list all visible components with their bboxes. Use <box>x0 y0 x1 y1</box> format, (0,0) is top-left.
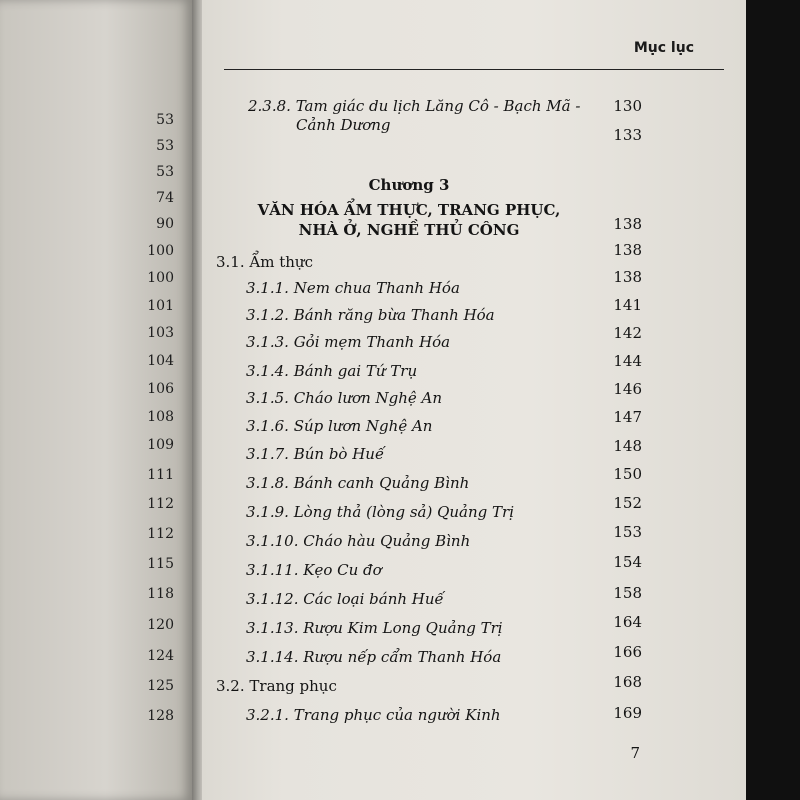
toc-entry-page: 150 <box>613 465 642 483</box>
toc-entry-label: 3.1.4. Bánh gai Tứ Trụ <box>246 362 418 380</box>
toc-entry-page: 164 <box>613 613 642 631</box>
toc-entry-label: 3.1.9. Lòng thả (lòng sả) Quảng Trị <box>246 503 515 521</box>
left-page-number: 128 <box>147 708 174 724</box>
left-page-number: 108 <box>147 409 174 425</box>
left-page-number: 53 <box>156 164 174 180</box>
toc-entry-page: 133 <box>613 126 642 144</box>
chapter-title-line1: VĂN HÓA ẨM THỰC, TRANG PHỤC, <box>257 201 561 219</box>
toc-entry-page: 138 <box>613 241 642 259</box>
left-page-number: 125 <box>147 678 174 694</box>
toc-entry-page: 147 <box>613 408 642 426</box>
toc-entry-page: 148 <box>613 437 642 455</box>
chapter-page: 138 <box>613 215 642 233</box>
toc-entry <box>202 561 746 585</box>
chapter-title-line2: NHÀ Ở, NGHỀ THỦ CÔNG <box>298 221 520 239</box>
toc-entry-label: 3.1.5. Cháo lươn Nghệ An <box>246 389 443 407</box>
toc-entry-label: 3.2.1. Trang phục của người Kinh <box>246 706 501 724</box>
toc-entry-label: 3.1.8. Bánh canh Quảng Bình <box>246 474 470 492</box>
toc-entry-page: 168 <box>613 673 642 691</box>
toc-page <box>202 0 746 800</box>
toc-entry-page: 152 <box>613 494 642 512</box>
toc-entry-page: 166 <box>613 643 642 661</box>
left-page-number: 53 <box>156 112 174 128</box>
toc-entry-page: 146 <box>613 380 642 398</box>
toc-entry <box>202 677 746 701</box>
toc-entry-label: 3.1.11. Kẹo Cu đơ <box>246 561 382 579</box>
left-page-number: 90 <box>156 216 174 232</box>
toc-entry-page: 142 <box>613 324 642 342</box>
left-page-number: 112 <box>147 526 174 542</box>
left-page-number: 109 <box>147 437 174 453</box>
left-page-number: 103 <box>147 325 174 341</box>
toc-entry-label: 3.2. Trang phục <box>216 677 337 695</box>
toc-entry-page: 158 <box>613 584 642 602</box>
toc-entry <box>202 590 746 614</box>
toc-entry <box>202 648 746 672</box>
left-page-number: 118 <box>147 586 174 602</box>
toc-entry-label: 3.1.13. Rượu Kim Long Quảng Trị <box>246 619 503 637</box>
toc-entry-page: 153 <box>613 523 642 541</box>
left-page-number: 111 <box>147 467 174 483</box>
toc-entry-page: 144 <box>613 352 642 370</box>
toc-entry-label: 2.3.8. Tam giác du lịch Lăng Cô - Bạch Mã - <box>248 97 581 115</box>
toc-entry <box>202 706 746 730</box>
left-page-number: 104 <box>147 353 174 369</box>
left-page-number: 100 <box>147 243 174 259</box>
toc-entry-page: 141 <box>613 296 642 314</box>
header-rule <box>224 69 724 70</box>
toc-entry-page: 138 <box>613 268 642 286</box>
toc-entry-page: 130 <box>613 97 642 115</box>
left-page-number: 112 <box>147 496 174 512</box>
toc-entry-label: 3.1.12. Các loại bánh Huế <box>246 590 444 608</box>
toc-entry-label: 3.1.14. Rượu nếp cẩm Thanh Hóa <box>246 648 502 666</box>
left-page <box>0 0 192 800</box>
left-page-number: 100 <box>147 270 174 286</box>
toc-entry-page: 154 <box>613 553 642 571</box>
toc-entry-label: 3.1.7. Bún bò Huế <box>246 445 385 463</box>
toc-entry-label: 3.1.1. Nem chua Thanh Hóa <box>246 279 460 297</box>
toc-entry-label: 3.1.10. Cháo hàu Quảng Bình <box>246 532 471 550</box>
folio-page-number: 7 <box>630 744 640 762</box>
toc-entry-label: 3.1.3. Gỏi mẹm Thanh Hóa <box>246 333 451 351</box>
toc-entry-label: 3.1. Ẩm thực <box>216 253 313 271</box>
toc-entry <box>202 143 746 167</box>
background-edge <box>746 0 800 800</box>
running-head: Mục lục <box>633 40 694 56</box>
left-page-number: 120 <box>147 617 174 633</box>
left-page-number: 74 <box>156 190 174 206</box>
toc-entry-label: Cảnh Dương <box>296 116 391 134</box>
left-page-number: 124 <box>147 648 174 664</box>
left-page-number: 106 <box>147 381 174 397</box>
chapter-label: Chương 3 <box>368 176 450 194</box>
toc-entry-label: 3.1.6. Súp lươn Nghệ An <box>246 417 433 435</box>
toc-entry-page: 169 <box>613 704 642 722</box>
toc-entry-label: 3.1.2. Bánh răng bừa Thanh Hóa <box>246 306 495 324</box>
toc-entry <box>202 619 746 643</box>
left-page-number: 101 <box>147 298 174 314</box>
left-page-number: 53 <box>156 138 174 154</box>
left-page-number: 115 <box>147 556 174 572</box>
